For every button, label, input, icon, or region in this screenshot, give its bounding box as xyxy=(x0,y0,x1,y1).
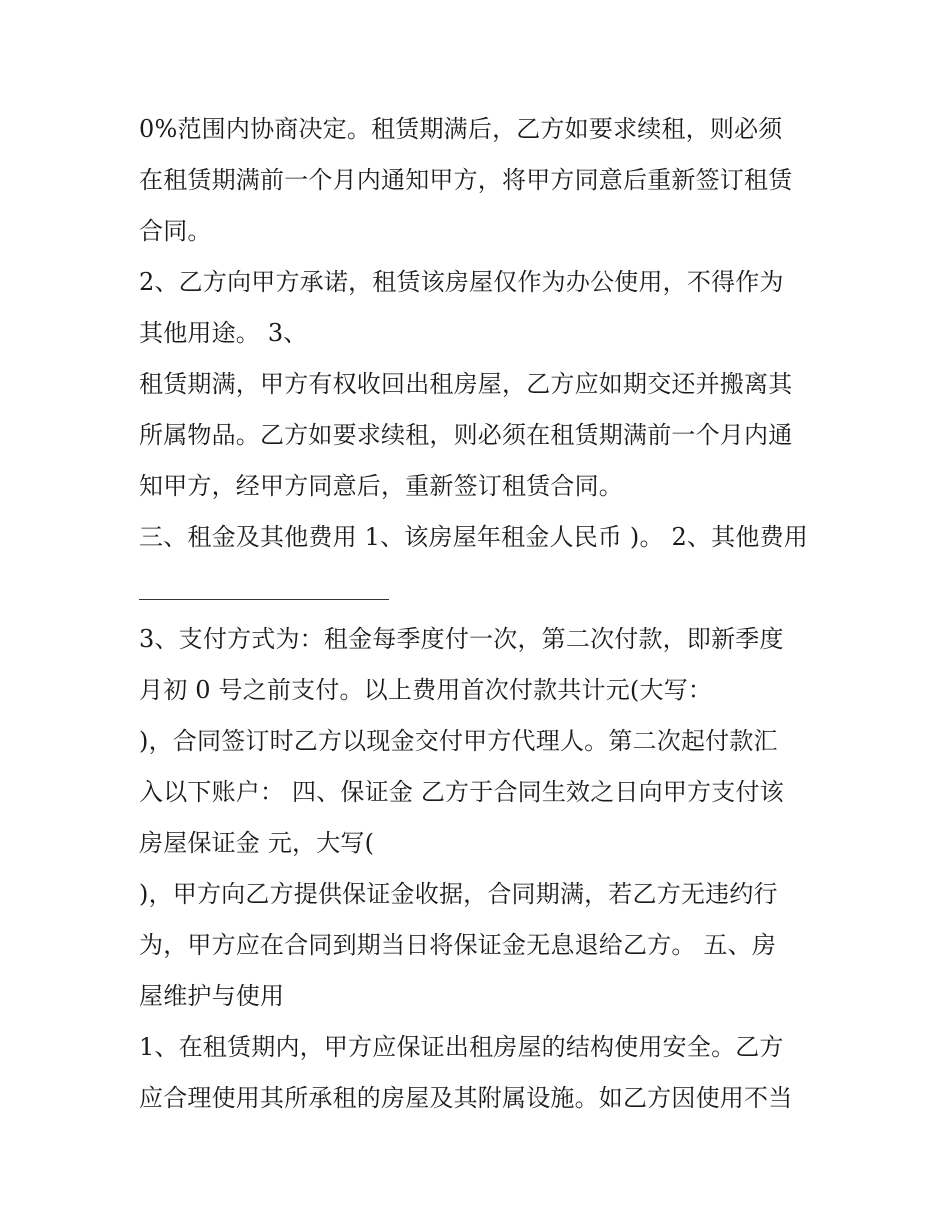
text-line: 1、在租赁期内，甲方应保证出租房屋的结构使用安全。乙方 xyxy=(139,1033,784,1061)
text-line: 在租赁期满前一个月内通知甲方，将甲方同意后重新签订租赁 xyxy=(139,166,793,194)
text-line: )，甲方向乙方提供保证金收据，合同期满，若乙方无违约行 xyxy=(139,880,778,908)
text-line: 租赁期满，甲方有权收回出租房屋，乙方应如期交还并搬离其 xyxy=(139,370,793,398)
text-line: 所属物品。乙方如要求续租，则必须在租赁期满前一个月内通 xyxy=(139,421,793,449)
text-line: 为，甲方应在合同到期当日将保证金无息退给乙方。 五、房 xyxy=(139,931,777,959)
text-line: 入以下账户： 四、保证金 乙方于合同生效之日向甲方支付该 xyxy=(139,778,784,806)
text-line: 月初 0 号之前支付。以上费用首次付款共计元(大写： xyxy=(139,676,713,704)
text-line: 2、乙方向甲方承诺，租赁该房屋仅作为办公使用，不得作为 xyxy=(139,268,784,296)
text-line: )，合同签订时乙方以现金交付甲方代理人。第二次起付款汇 xyxy=(139,727,778,755)
contract-body-text xyxy=(139,104,819,1124)
text-line: 0%范围内协商决定。租赁期满后，乙方如要求续租，则必须 xyxy=(139,115,783,143)
text-line: 房屋保证金 元，大写( xyxy=(139,829,375,857)
text-line: 合同。 xyxy=(139,217,212,245)
text-line: 其他用途。 3、 xyxy=(139,319,308,347)
fill-in-underline xyxy=(139,599,389,600)
text-line: 屋维护与使用 xyxy=(139,982,285,1010)
text-line: 三、租金及其他费用 1、该房屋年租金人民币 )。 2、其他费用 xyxy=(139,523,808,551)
text-line: 3、支付方式为：租金每季度付一次，第二次付款，即新季度 xyxy=(139,625,784,653)
blank-fill-line xyxy=(139,563,819,614)
text-line: 应合理使用其所承租的房屋及其附属设施。如乙方因使用不当 xyxy=(139,1084,793,1112)
text-line: 知甲方，经甲方同意后，重新签订租赁合同。 xyxy=(139,472,623,500)
